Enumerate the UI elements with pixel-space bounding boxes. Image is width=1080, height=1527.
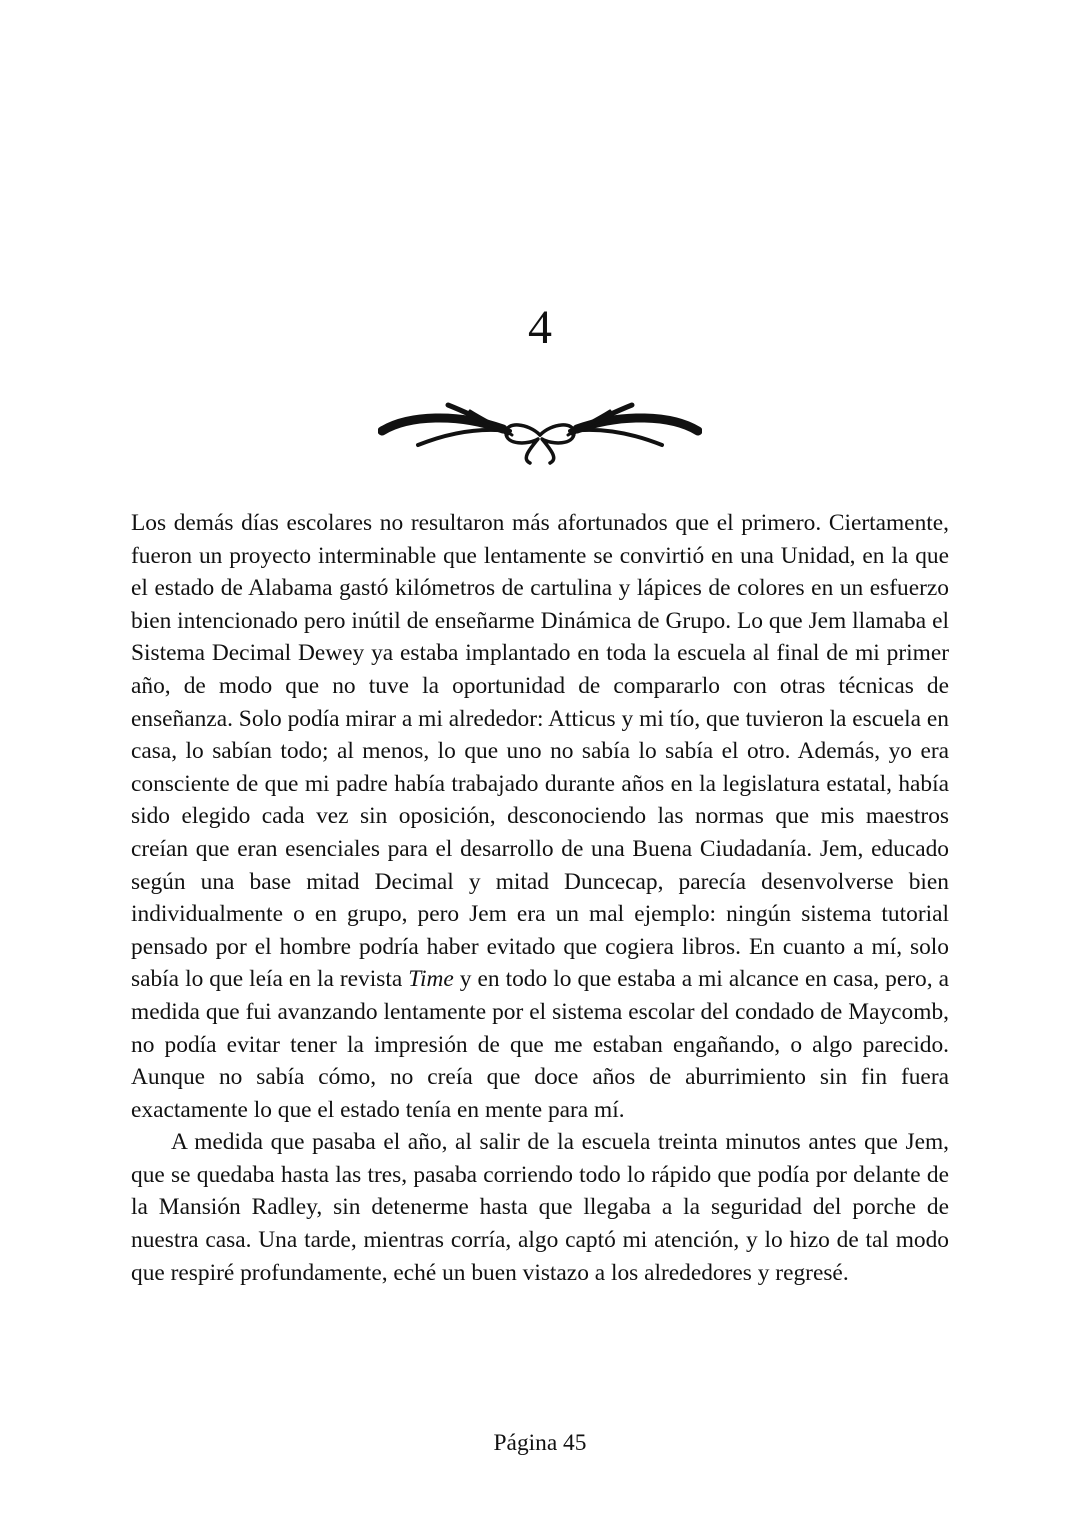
body-text <box>131 507 949 1289</box>
paragraph: Los demás días escolares no resultaron más afortunados que el primero. Ciertamente, fueron un proyecto interminable que lentamente se convirtió en una Unidad, en la que el estado de Alabama gastó kilómetros de cartulina y lápices de colores en un esfuerzo bien intencionado pero inútil de enseñarme Dinámica de Grupo. Lo que Jem llamaba el Sistema Decimal Dewey ya estaba implantado en toda la escuela al final de mi primer año, de modo que no tuve la oportunidad de compararlo con otras técnicas de enseñanza. Solo podía mirar a mi alrededor: Atticus y mi tío, que tuvieron la escuela en casa, lo sabían todo; al menos, lo que uno no sabía lo sabía el otro. Además, yo era consciente de que mi padre había trabajado durante años en la legislatura estatal, había sido elegido cada vez sin oposición, desconociendo las normas que mis maestros creían que eran esenciales para el desarrollo de una Buena Ciudadanía. Jem, educado según una base mitad Decimal y mitad Duncecap, parecía desenvolverse bien individualmente o en grupo, pero Jem era un mal ejemplo: ningún sistema tutorial pensado por el hombre podría haber evitado que cogiera libros. En cuanto a mí, solo sabía lo que leía en la revista Time y en todo lo que estaba a mi alcance en casa, pero, a medida que fui avanzando lentamente por el sistema escolar del condado de Maycomb, no podía evitar tener la impresión de que me estaban engañando, o algo parecido. Aunque no sabía cómo, no creía que doce años de aburrimiento sin fin fuera exactamente lo que el estado tenía en mente para mí. <box>131 510 949 1123</box>
page-number: Página 45 <box>493 1430 587 1456</box>
flourish-ornament-icon <box>378 393 702 467</box>
chapter-number: 4 <box>528 301 552 354</box>
italic-title: Time <box>408 966 454 993</box>
paragraph: A medida que pasaba el año, al salir de la escuela treinta minutos antes que Jem, que se quedaba hasta las tres, pasaba corriendo todo lo rápido que podía por delante de la Mansión Radley, sin detenerme hasta que llegaba a la seguridad del porche de nuestra casa. Una tarde, mientras corría, algo captó mi atención, y lo hizo de tal modo que respiré profundamente, eché un buen vistazo a los alrededores y regresé. <box>131 1129 949 1286</box>
